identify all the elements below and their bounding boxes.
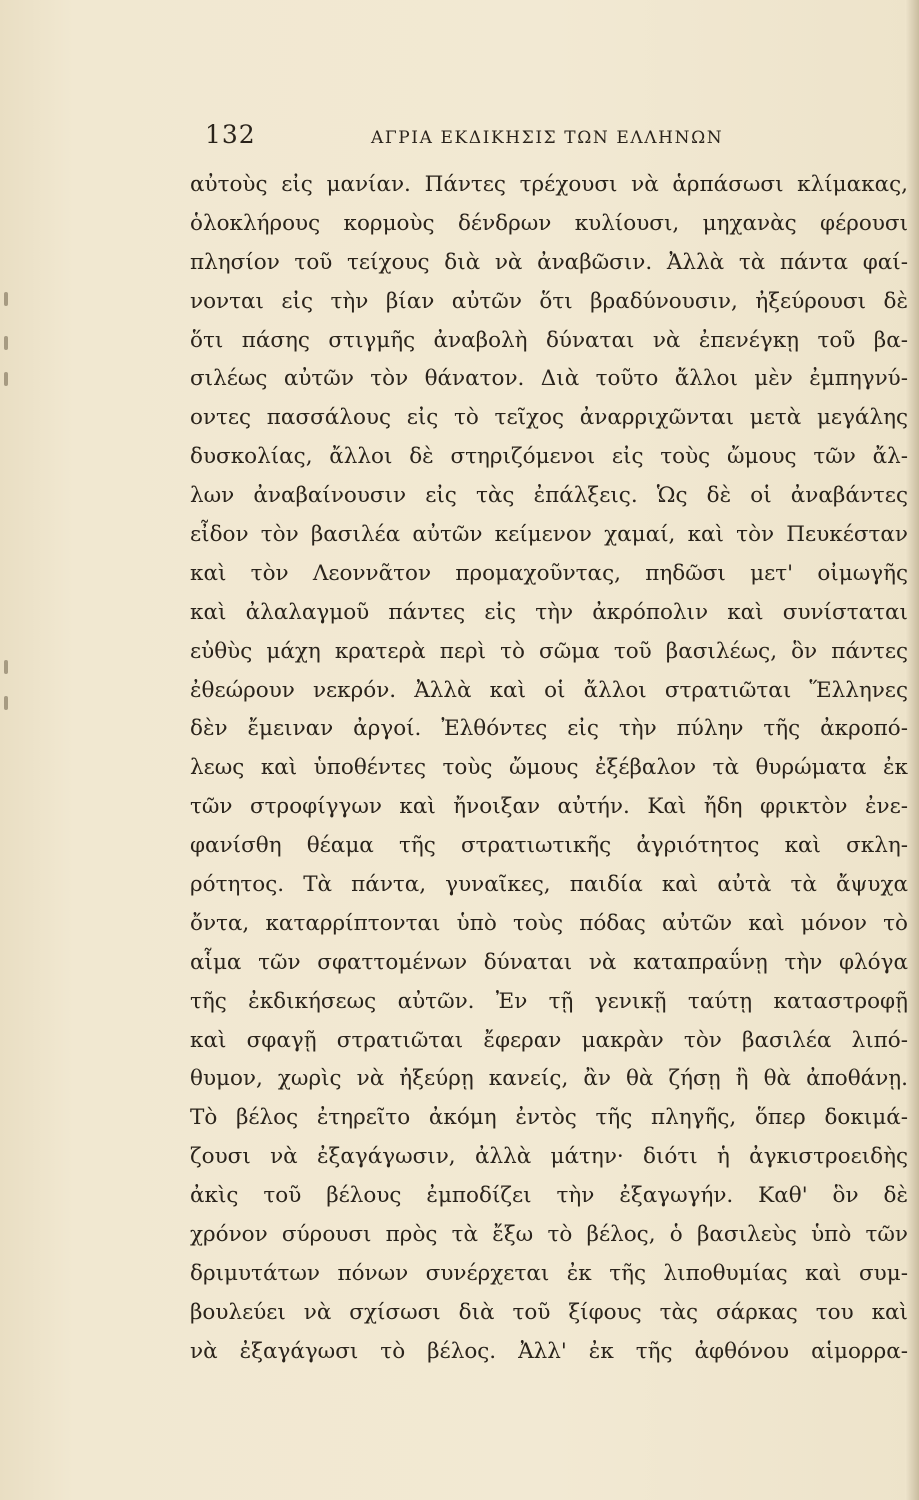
text-line: νὰ ἐξαγάγωσι τὸ βέλος. Ἀλλ' ἐκ τῆς ἀφθόνου αἱμορρα- — [190, 1338, 908, 1364]
body-text — [190, 166, 908, 1372]
text-line: χρόνον σύρουσι πρὸς τὰ ἔξω τὸ βέλος, ὁ βασιλεὺς ὑπὸ τῶν — [190, 1222, 908, 1248]
text-line: φανίσθη θέαμα τῆς στρατιωτικῆς ἀγριότητος καὶ σκλη- — [190, 833, 908, 859]
page-number: 132 — [205, 120, 256, 149]
text-line: τῆς ἐκδικήσεως αὐτῶν. Ἐν τῇ γενικῇ ταύτῃ καταστροφῇ — [190, 988, 908, 1014]
text-line: αἷμα τῶν σφαττομένων δύναται νὰ καταπραΰνῃ τὴν φλόγα — [190, 949, 908, 975]
page-header — [205, 120, 905, 160]
margin-mark — [4, 660, 8, 674]
text-line: καὶ σφαγῇ στρατιῶται ἔφεραν μακρὰν τὸν βασιλέα λιπό- — [190, 1027, 908, 1053]
text-line: ὄντα, καταρρίπτονται ὑπὸ τοὺς πόδας αὐτῶν καὶ μόνον τὸ — [190, 910, 908, 936]
text-line: εἶδον τὸν βασιλέα αὐτῶν κείμενον χαμαί, καὶ τὸν Πευκέσταν — [190, 522, 908, 548]
text-line: σιλέως αὐτῶν τὸν θάνατον. Διὰ τοῦτο ἄλλοι μὲν ἐμπηγνύ- — [190, 366, 908, 392]
text-line: ὅτι πάσης στιγμῆς ἀναβολὴ δύναται νὰ ἐπενέγκῃ τοῦ βα- — [190, 327, 908, 353]
running-title: ΑΓΡΙΑ ΕΚΔΙΚΗΣΙΣ ΤΩΝ ΕΛΛΗΝΩΝ — [371, 128, 724, 148]
text-line: νονται εἰς τὴν βίαν αὐτῶν ὅτι βραδύνουσιν, ἠξεύρουσι δὲ — [190, 288, 908, 314]
text-line: λων ἀναβαίνουσιν εἰς τὰς ἐπάλξεις. Ὡς δὲ οἱ ἀναβάντες — [190, 483, 908, 509]
text-line: αὐτοὺς εἰς μανίαν. Πάντες τρέχουσι νὰ ἁρπάσωσι κλίμακας, — [190, 172, 908, 197]
margin-mark — [4, 372, 8, 386]
text-line: ὁλοκλήρους κορμοὺς δένδρων κυλίουσι, μηχανὰς φέρουσι — [190, 210, 908, 236]
text-line: θυμον, χωρὶς νὰ ἠξεύρῃ κανείς, ἂν θὰ ζήσῃ ἢ θὰ ἀποθάνῃ. — [190, 1066, 908, 1092]
text-line: ζουσι νὰ ἐξαγάγωσιν, ἀλλὰ μάτην· διότι ἡ ἀγκιστροειδὴς — [190, 1144, 908, 1170]
text-line: λεως καὶ ὑποθέντες τοὺς ὤμους ἐξέβαλον τὰ θυρώματα ἐκ — [190, 755, 908, 781]
text-line: εὐθὺς μάχη κρατερὰ περὶ τὸ σῶμα τοῦ βασιλέως, ὃν πάντες — [190, 638, 908, 664]
text-line: βουλεύει νὰ σχίσωσι διὰ τοῦ ξίφους τὰς σάρκας του καὶ — [190, 1299, 908, 1325]
text-line: δυσκολίας, ἄλλοι δὲ στηριζόμενοι εἰς τοὺς ὤμους τῶν ἄλ- — [190, 444, 908, 470]
text-line: ἐθεώρουν νεκρόν. Ἀλλὰ καὶ οἱ ἄλλοι στρατιῶται Ἕλληνες — [190, 677, 908, 703]
text-line: Τὸ βέλος ἐτηρεῖτο ἀκόμη ἐντὸς τῆς πληγῆς, ὅπερ δοκιμά- — [190, 1105, 908, 1131]
margin-mark — [4, 696, 8, 710]
text-line: ἀκὶς τοῦ βέλους ἐμποδίζει τὴν ἐξαγωγήν. Καθ' ὃν δὲ — [190, 1183, 908, 1209]
text-line: δριμυτάτων πόνων συνέρχεται ἐκ τῆς λιποθυμίας καὶ συμ- — [190, 1260, 908, 1286]
margin-mark — [4, 336, 8, 350]
text-line: πλησίον τοῦ τείχους διὰ νὰ ἀναβῶσιν. Ἀλλὰ τὰ πάντα φαί- — [190, 249, 908, 275]
margin-mark — [4, 292, 8, 306]
text-line: τῶν στροφίγγων καὶ ἤνοιξαν αὐτήν. Καὶ ἤδη φρικτὸν ἐνε- — [190, 794, 908, 820]
text-line: ρότητος. Τὰ πάντα, γυναῖκες, παιδία καὶ αὐτὰ τὰ ἄψυχα — [190, 872, 908, 898]
text-line: καὶ ἀλαλαγμοῦ πάντες εἰς τὴν ἀκρόπολιν καὶ συνίσταται — [190, 599, 908, 625]
text-line: οντες πασσάλους εἰς τὸ τεῖχος ἀναρριχῶνται μετὰ μεγάλης — [190, 405, 908, 431]
text-line: καὶ τὸν Λεοννᾶτον προμαχοῦντας, πηδῶσι μετ' οἰμωγῆς — [190, 560, 908, 586]
text-line: δὲν ἔμειναν ἀργοί. Ἐλθόντες εἰς τὴν πύλην τῆς ἀκροπό- — [190, 716, 908, 742]
